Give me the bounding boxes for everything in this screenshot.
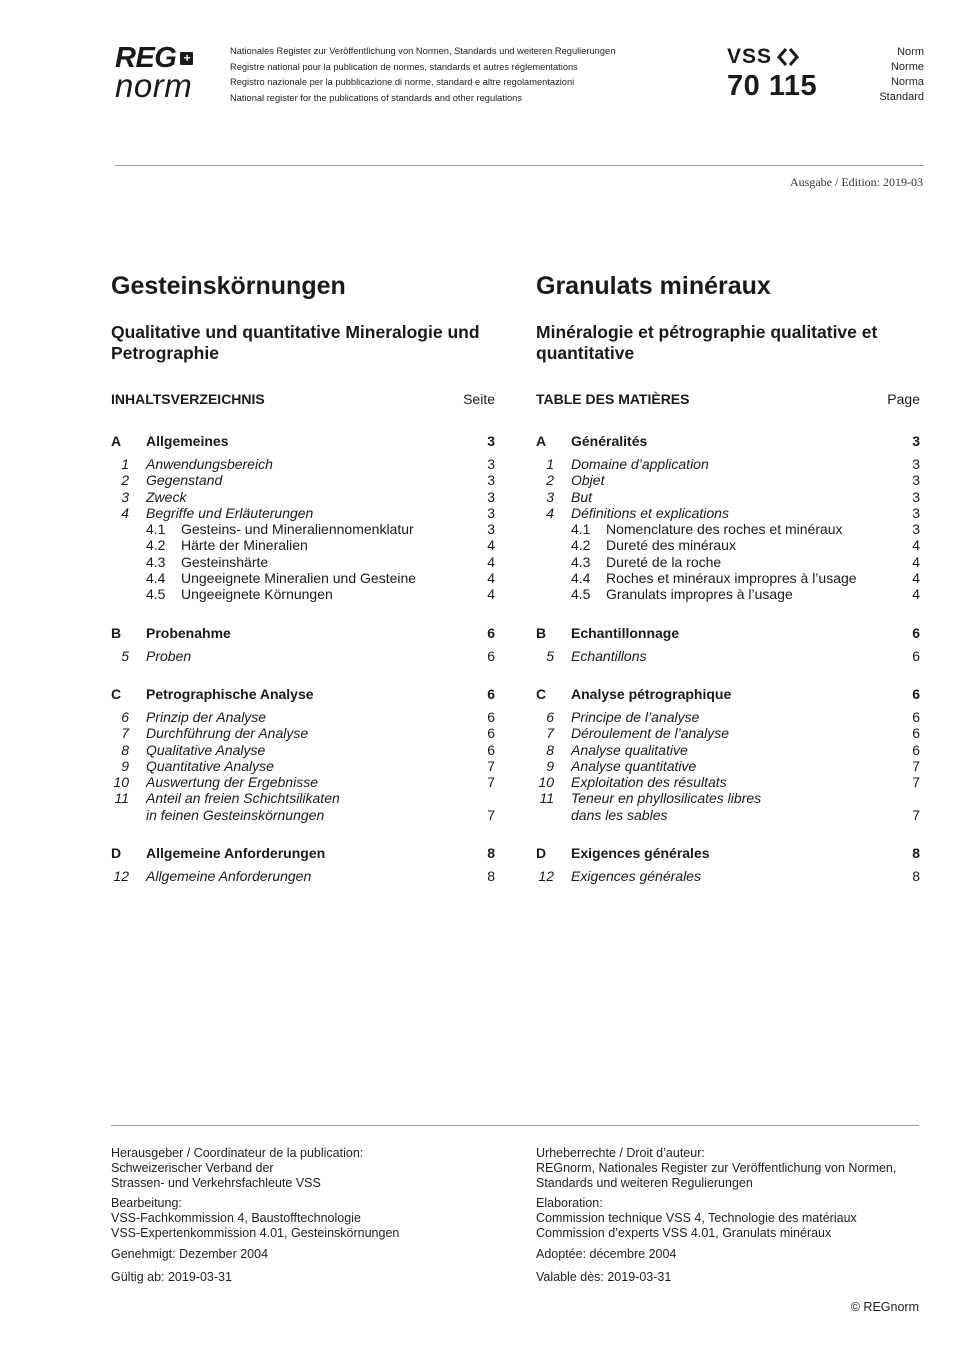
item-number: 8: [121, 741, 129, 758]
column-french: [536, 270, 920, 884]
item-page: 6: [912, 647, 920, 664]
subitem-indent: [536, 570, 571, 586]
subitem-title: Granulats impropres à l’usage: [606, 586, 793, 603]
toc-section: [111, 431, 495, 603]
subitem-page: 3: [912, 521, 920, 538]
register-line: Registre national pour la publication de normes, standards et autres réglementations: [230, 61, 578, 72]
elaboration-line: Commission technique VSS 4, Technologie des matériaux: [536, 1211, 857, 1226]
toc-section: [536, 843, 920, 884]
item-number: 5: [546, 647, 554, 664]
section-title: Petrographische Analyse: [146, 685, 314, 702]
item-title: Déroulement de l’analyse: [571, 725, 729, 742]
document-type-line: Norma: [890, 76, 924, 88]
item-title: Echantillons: [571, 647, 647, 664]
item-page: 3: [487, 504, 495, 521]
toc-item: [536, 868, 920, 884]
item-number: 8: [546, 741, 554, 758]
document-title: Granulats minéraux: [536, 272, 771, 300]
item-spacer: [129, 868, 146, 884]
item-title: in feinen Gesteinskörnungen: [146, 806, 325, 823]
item-number: 9: [121, 757, 129, 774]
subitem-title: Ungeeignete Körnungen: [181, 586, 333, 603]
toc-item: [536, 709, 920, 725]
logo-reg-text: REG: [115, 42, 177, 74]
standard-number: 70 115: [727, 70, 818, 102]
header-divider: [115, 165, 924, 166]
item-number: 1: [546, 456, 554, 472]
item-number: 7: [121, 725, 129, 742]
subitem-page: 4: [487, 537, 495, 554]
item-page: 8: [487, 868, 495, 885]
item-spacer: [554, 742, 571, 758]
section-title: Allgemeine Anforderungen: [146, 845, 326, 862]
section-page: 8: [487, 845, 495, 862]
toc-section-heading: [536, 431, 920, 451]
subitem-number: 4.1: [146, 521, 166, 538]
subitem-page: 4: [487, 586, 495, 603]
item-spacer: [129, 758, 146, 774]
item-title: Teneur en phyllosilicates libres: [571, 790, 762, 807]
item-spacer: [129, 489, 146, 505]
toc-item: [536, 472, 920, 488]
toc-label: INHALTSVERZEICHNIS: [111, 391, 265, 407]
toc-subitem: [536, 554, 920, 570]
item-page: 7: [487, 757, 495, 774]
document-type-line: Standard: [879, 91, 924, 103]
item-title: Analyse quantitative: [571, 757, 697, 774]
register-line: Nationales Register zur Veröffentlichung von Normen, Standards und weiteren Regulierungen: [230, 46, 616, 56]
item-title: Auswertung der Ergebnisse: [146, 774, 318, 791]
section-title: Probenahme: [146, 624, 231, 641]
toc-page-label: Page: [887, 391, 920, 407]
document-subtitle: Qualitative und quantitative Mineralogie und Petrographie: [111, 322, 480, 363]
toc-item: [111, 725, 495, 741]
editing-label: Bearbeitung:: [111, 1196, 182, 1211]
toc-item: [111, 807, 495, 823]
section-letter: C: [536, 685, 547, 702]
item-number: 2: [546, 472, 554, 489]
item-page: 3: [487, 488, 495, 505]
toc-section-heading: [111, 431, 495, 451]
toc-item: [111, 709, 495, 725]
subitem-number: 4.2: [571, 537, 591, 554]
subitem-title: Dureté des minéraux: [606, 537, 736, 554]
item-page: 6: [487, 741, 495, 758]
toc-subitem: [111, 586, 495, 602]
item-page: 6: [487, 725, 495, 742]
item-number: 5: [121, 647, 129, 664]
item-page: [900, 790, 920, 806]
document-type: [879, 45, 924, 105]
footer-french: [536, 1146, 926, 1292]
vss-arrows-icon: [774, 46, 802, 68]
item-page: 6: [487, 647, 495, 664]
toc: [111, 431, 495, 884]
publisher-label: Herausgeber / Coordinateur de la publication:: [111, 1146, 364, 1160]
item-spacer: [129, 742, 146, 758]
item-page: 6: [912, 741, 920, 758]
publisher-line: Schweizerischer Verband der: [111, 1160, 274, 1175]
item-spacer: [554, 489, 571, 505]
item-number: [536, 807, 554, 823]
item-number: 9: [546, 757, 554, 774]
item-title: Analyse qualitative: [571, 741, 688, 758]
toc-subitem: [111, 570, 495, 586]
toc-section-heading: [111, 843, 495, 863]
section-page: 8: [912, 845, 920, 862]
item-spacer: [129, 472, 146, 488]
item-title: Durchführung der Analyse: [146, 725, 309, 742]
subitem-page: 4: [912, 553, 920, 570]
subitem-indent: [111, 521, 146, 537]
item-title: Allgemeine Anforderungen: [146, 868, 312, 885]
toc-label: TABLE DES MATIÈRES: [536, 391, 690, 407]
item-spacer: [129, 456, 146, 472]
section-title: Allgemeines: [146, 433, 229, 449]
item-number: 11: [114, 790, 129, 807]
toc-item: [111, 505, 495, 521]
toc-section: [111, 623, 495, 664]
subitem-title: Ungeeignete Mineralien und Gesteine: [181, 570, 417, 587]
copyright-block: [536, 1146, 926, 1190]
subitem-page: 3: [487, 521, 495, 538]
item-spacer: [129, 709, 146, 725]
item-number: 4: [546, 504, 554, 521]
subitem-number: 4.2: [146, 537, 166, 554]
item-number: 2: [121, 472, 129, 489]
subitem-number: 4.4: [571, 570, 591, 587]
toc-item: [536, 489, 920, 505]
section-page: 6: [487, 624, 495, 641]
item-title: Gegenstand: [146, 472, 223, 489]
document-type-line: Norme: [890, 61, 924, 73]
section-letter: D: [536, 845, 547, 862]
section-letter: B: [111, 624, 122, 641]
elaboration-block: [536, 1196, 926, 1240]
item-title: Définitions et explications: [571, 504, 729, 521]
item-title: Domaine d’application: [571, 456, 709, 472]
item-number: 11: [539, 790, 554, 807]
subitem-indent: [111, 537, 146, 553]
item-spacer: [554, 807, 571, 823]
editing-line: VSS-Expertenkommission 4.01, Gesteinskörnungen: [111, 1225, 400, 1240]
item-spacer: [554, 774, 571, 790]
item-page: 7: [487, 806, 495, 823]
subitem-title: Dureté de la roche: [606, 553, 722, 570]
section-title: Echantillonnage: [571, 624, 680, 641]
toc-item: [536, 648, 920, 664]
subitem-indent: [111, 570, 146, 586]
toc-item: [111, 489, 495, 505]
item-spacer: [554, 456, 571, 472]
toc-item: [536, 774, 920, 790]
section-page: 3: [912, 433, 920, 449]
item-title: Objet: [571, 472, 605, 489]
toc-item: [111, 472, 495, 488]
toc-section-heading: [111, 623, 495, 643]
toc-item: [536, 807, 920, 823]
section-page: 6: [912, 685, 920, 702]
register-line: National register for the publications of standards and other regulations: [230, 92, 522, 103]
edition-date: Ausgabe / Edition: 2019-03: [790, 175, 923, 189]
item-title: Anwendungsbereich: [146, 456, 273, 472]
subitem-number: 4.3: [571, 553, 591, 570]
toc-item: [111, 456, 495, 472]
subitem-indent: [536, 537, 571, 553]
vss-mark: [727, 44, 817, 102]
item-title: Qualitative Analyse: [146, 741, 266, 758]
item-number: 12: [113, 868, 129, 885]
subitem-indent: [536, 521, 571, 537]
logo-norm-text: norm: [115, 67, 193, 104]
copyright-line: REGnorm, Nationales Register zur Veröffentlichung von Normen,: [536, 1160, 897, 1175]
item-number: 10: [113, 774, 129, 791]
toc-subitem: [536, 537, 920, 553]
section-page: 6: [912, 624, 920, 641]
toc-section: [111, 843, 495, 884]
item-page: 6: [912, 725, 920, 742]
subitem-indent: [111, 586, 146, 602]
section-letter: A: [536, 433, 547, 449]
item-page: 3: [912, 472, 920, 489]
subitem-title: Roches et minéraux impropres à l’usage: [606, 570, 857, 587]
item-page: 8: [912, 868, 920, 885]
subitem-page: 4: [912, 586, 920, 603]
section-letter: D: [111, 845, 122, 862]
item-title: dans les sables: [571, 806, 668, 823]
item-number: 7: [546, 725, 554, 742]
item-spacer: [129, 790, 146, 806]
item-spacer: [129, 774, 146, 790]
elaboration-label: Elaboration:: [536, 1196, 603, 1211]
adoption-date: Adoptée: décembre 2004: [536, 1246, 677, 1261]
toc-subitem: [536, 586, 920, 602]
toc-item: [536, 456, 920, 472]
subitem-title: Nomenclature des roches et minéraux: [606, 521, 843, 538]
toc-section: [536, 431, 920, 603]
section-letter: B: [536, 624, 547, 641]
copyright-line: Standards und weiteren Regulierungen: [536, 1175, 753, 1190]
item-page: 7: [912, 774, 920, 791]
toc-section-heading: [536, 684, 920, 704]
section-title: Analyse pétrographique: [571, 685, 732, 702]
toc-section-heading: [111, 684, 495, 704]
item-number: 1: [121, 456, 129, 472]
elaboration-line: Commission d’experts VSS 4.01, Granulats minéraux: [536, 1225, 832, 1240]
vss-label: VSS: [727, 45, 773, 68]
subitem-indent: [536, 586, 571, 602]
document-type-line: Norm: [897, 46, 924, 58]
toc-item: [111, 790, 495, 806]
item-spacer: [554, 868, 571, 884]
item-spacer: [129, 725, 146, 741]
toc-item: [536, 742, 920, 758]
publisher-block: [111, 1146, 501, 1190]
swiss-cross-icon: +: [180, 52, 193, 65]
toc-section: [536, 684, 920, 823]
regnorm-logo: [115, 42, 215, 104]
item-spacer: [129, 648, 146, 664]
copyright-label: Urheberrechte / Droit d’auteur:: [536, 1146, 705, 1160]
toc-subitem: [536, 521, 920, 537]
item-number: 4: [121, 504, 129, 521]
item-spacer: [554, 725, 571, 741]
toc-section: [536, 623, 920, 664]
document-subtitle: Minéralogie et pétrographie qualitative et quantitative: [536, 322, 878, 363]
item-number: 6: [546, 708, 554, 725]
item-spacer: [554, 648, 571, 664]
section-page: 6: [487, 685, 495, 702]
item-spacer: [554, 758, 571, 774]
item-number: 10: [538, 774, 554, 791]
toc-section: [111, 684, 495, 823]
item-title: But: [571, 488, 593, 505]
item-spacer: [129, 807, 146, 823]
item-title: Zweck: [146, 488, 187, 505]
section-letter: A: [111, 433, 122, 449]
subitem-number: 4.3: [146, 553, 166, 570]
item-title: Quantitative Analyse: [146, 757, 274, 774]
toc-subitem: [536, 570, 920, 586]
subitem-page: 4: [912, 537, 920, 554]
item-page: 3: [912, 504, 920, 521]
toc-section-heading: [536, 623, 920, 643]
subitem-title: Gesteinshärte: [181, 553, 269, 570]
item-page: 3: [487, 456, 495, 472]
approval-date: Genehmigt: Dezember 2004: [111, 1246, 269, 1261]
item-page: 7: [912, 806, 920, 823]
item-page: 3: [912, 456, 920, 472]
item-number: 3: [546, 488, 554, 505]
item-spacer: [554, 472, 571, 488]
toc-item: [536, 758, 920, 774]
item-spacer: [554, 709, 571, 725]
item-number: 12: [538, 868, 554, 885]
valid-from: Valable dès: 2019-03-31: [536, 1269, 672, 1284]
subitem-indent: [536, 554, 571, 570]
subitem-page: 4: [487, 553, 495, 570]
toc-item: [111, 868, 495, 884]
subitem-number: 4.1: [571, 521, 591, 538]
copyright: © REGnorm: [850, 1300, 919, 1314]
subitem-number: 4.4: [146, 570, 166, 587]
item-title: Proben: [146, 647, 192, 664]
toc-item: [111, 742, 495, 758]
toc: [536, 431, 920, 884]
footer-german: [111, 1146, 501, 1292]
section-title: Généralités: [571, 433, 648, 449]
item-page: 6: [487, 708, 495, 725]
subitem-title: Gesteins- und Mineraliennomenklatur: [181, 521, 414, 538]
publisher-line: Strassen- und Verkehrsfachleute VSS: [111, 1175, 321, 1190]
item-spacer: [554, 505, 571, 521]
item-number: 3: [121, 488, 129, 505]
item-title: Principe de l’analyse: [571, 708, 700, 725]
footer-divider: [111, 1125, 919, 1126]
toc-header: [536, 389, 920, 409]
item-page: 3: [487, 472, 495, 489]
item-number: [111, 807, 129, 823]
item-title: Exigences générales: [571, 868, 701, 885]
subitem-page: 4: [487, 570, 495, 587]
item-page: 7: [487, 774, 495, 791]
toc-page-label: Seite: [463, 391, 495, 407]
toc-subitem: [111, 521, 495, 537]
toc-item: [111, 758, 495, 774]
item-number: 6: [121, 708, 129, 725]
item-title: Begriffe und Erläuterungen: [146, 504, 314, 521]
section-page: 3: [487, 433, 495, 449]
item-page: [475, 790, 495, 806]
register-description: [230, 44, 615, 106]
subitem-indent: [111, 554, 146, 570]
item-title: Anteil an freien Schichtsilikaten: [146, 790, 340, 807]
toc-item: [111, 648, 495, 664]
subitem-number: 4.5: [571, 586, 591, 603]
section-title: Exigences générales: [571, 845, 710, 862]
document-title: Gesteinskörnungen: [111, 272, 346, 300]
toc-section-heading: [536, 843, 920, 863]
toc-subitem: [111, 554, 495, 570]
section-letter: C: [111, 685, 122, 702]
item-page: 7: [912, 757, 920, 774]
item-title: Exploitation des résultats: [571, 774, 727, 791]
toc-header: [111, 389, 495, 409]
toc-item: [111, 774, 495, 790]
toc-item: [536, 725, 920, 741]
editing-block: [111, 1196, 501, 1240]
subitem-title: Härte der Mineralien: [181, 537, 308, 554]
item-spacer: [554, 790, 571, 806]
column-german: [111, 270, 495, 884]
toc-subitem: [111, 537, 495, 553]
valid-from: Gültig ab: 2019-03-31: [111, 1269, 232, 1284]
item-page: 6: [912, 708, 920, 725]
subitem-number: 4.5: [146, 586, 166, 603]
item-page: 3: [912, 488, 920, 505]
subitem-page: 4: [912, 570, 920, 587]
item-title: Prinzip der Analyse: [146, 708, 267, 725]
toc-item: [536, 790, 920, 806]
toc-item: [536, 505, 920, 521]
item-spacer: [129, 505, 146, 521]
register-line: Registro nazionale per la pubblicazione di norme, standard e altre regolamentazioni: [230, 77, 575, 87]
editing-line: VSS-Fachkommission 4, Baustofftechnologie: [111, 1211, 361, 1226]
